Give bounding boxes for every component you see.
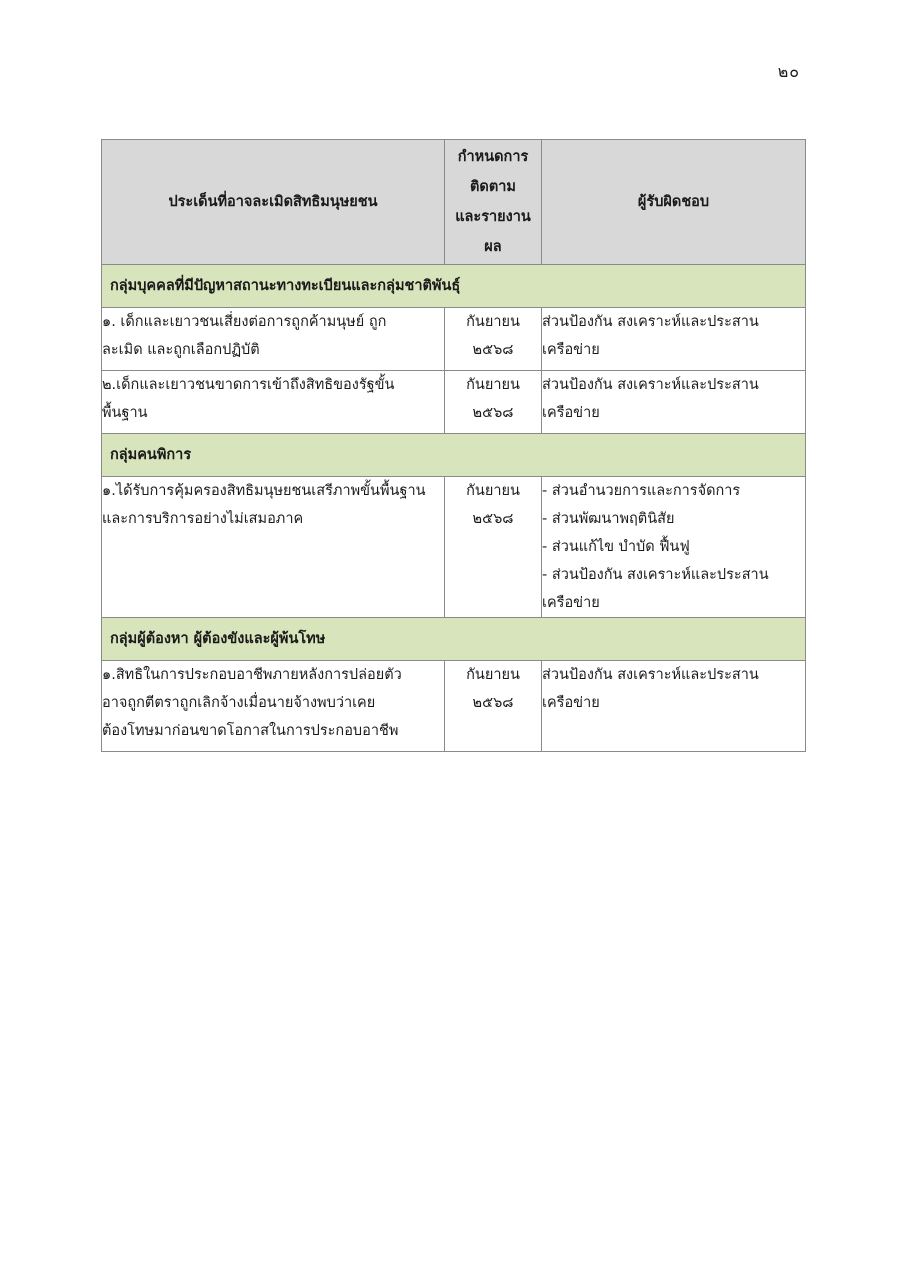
- responsible-line: ส่วนป้องกัน สงเคราะห์และประสาน: [542, 667, 759, 683]
- table-header-row: [102, 140, 806, 265]
- responsible-line: ส่วนป้องกัน สงเคราะห์และประสาน: [542, 377, 759, 393]
- deadline-cell: [445, 308, 542, 371]
- issue-line: ๒.เด็กและเยาวชนขาดการเข้าถึงสิทธิของรัฐขั้น: [102, 377, 395, 393]
- responsible-line: - ส่วนแก้ไข บำบัด ฟื้นฟู: [542, 539, 690, 555]
- responsible-line: เครือข่าย: [542, 695, 600, 711]
- deadline-cell: [445, 661, 542, 752]
- responsible-line: - ส่วนอำนวยการและการจัดการ: [542, 483, 741, 499]
- deadline-cell: [445, 477, 542, 618]
- responsible-line: เครือข่าย: [542, 595, 600, 611]
- table-row: [102, 308, 806, 371]
- group-row: [102, 618, 806, 661]
- issue-line: ๑.สิทธิในการประกอบอาชีพภายหลังการปล่อยตัว: [102, 667, 402, 683]
- issue-cell: [102, 371, 445, 434]
- header-responsible: ผู้รับผิดชอบ: [542, 140, 806, 265]
- issue-line: อาจถูกตีตราถูกเลิกจ้างเมื่อนายจ้างพบว่าเคย: [102, 695, 376, 711]
- responsible-line: ส่วนป้องกัน สงเคราะห์และประสาน: [542, 314, 759, 330]
- issue-line: ๑.ได้รับการคุ้มครองสิทธิมนุษยชนเสรีภาพขั้นพื้นฐาน: [102, 483, 426, 499]
- issue-cell: [102, 308, 445, 371]
- deadline-line: ๒๕๖๘: [472, 342, 514, 358]
- header-issue: ประเด็นที่อาจละเมิดสิทธิมนุษยชน: [102, 140, 445, 265]
- table-row: [102, 371, 806, 434]
- issue-line: พื้นฐาน: [102, 405, 148, 421]
- table-row: [102, 477, 806, 618]
- responsible-line: เครือข่าย: [542, 405, 600, 421]
- issue-line: ละเมิด และถูกเลือกปฏิบัติ: [102, 342, 260, 358]
- table-row: [102, 661, 806, 752]
- deadline-line: ๒๕๖๘: [472, 511, 514, 527]
- header-deadline-line: และรายงาน: [455, 209, 531, 225]
- responsible-cell: [542, 477, 806, 618]
- issue-line: ต้องโทษมาก่อนขาดโอกาสในการประกอบอาชีพ: [102, 723, 399, 739]
- group-title: กลุ่มบุคคลที่มีปัญหาสถานะทางทะเบียนและกลุ่มชาติพันธุ์: [102, 265, 806, 308]
- group-title: กลุ่มผู้ต้องหา ผู้ต้องขังและผู้พ้นโทษ: [102, 618, 806, 661]
- header-deadline-line: ติดตาม: [470, 179, 516, 195]
- deadline-line: ๒๕๖๘: [472, 405, 514, 421]
- rights-issues-table: [101, 139, 806, 752]
- issue-line: และการบริการอย่างไม่เสมอภาค: [102, 511, 304, 527]
- responsible-line: เครือข่าย: [542, 342, 600, 358]
- issue-line: ๑. เด็กและเยาวชนเสี่ยงต่อการถูกค้ามนุษย์ ถูก: [102, 314, 387, 330]
- deadline-line: กันยายน: [466, 667, 520, 683]
- deadline-line: กันยายน: [466, 377, 520, 393]
- header-deadline-line: กำหนดการ: [457, 149, 529, 165]
- header-deadline: [445, 140, 542, 265]
- deadline-cell: [445, 371, 542, 434]
- responsible-line: - ส่วนพัฒนาพฤตินิสัย: [542, 511, 675, 527]
- responsible-cell: [542, 308, 806, 371]
- page-number: ๒๐: [777, 62, 800, 81]
- group-row: [102, 265, 806, 308]
- deadline-line: กันยายน: [466, 483, 520, 499]
- issue-cell: [102, 661, 445, 752]
- group-title: กลุ่มคนพิการ: [102, 434, 806, 477]
- issue-cell: [102, 477, 445, 618]
- responsible-cell: [542, 661, 806, 752]
- group-row: [102, 434, 806, 477]
- responsible-cell: [542, 371, 806, 434]
- deadline-line: กันยายน: [466, 314, 520, 330]
- header-deadline-line: ผล: [484, 239, 502, 255]
- deadline-line: ๒๕๖๘: [472, 695, 514, 711]
- responsible-line: - ส่วนป้องกัน สงเคราะห์และประสาน: [542, 567, 769, 583]
